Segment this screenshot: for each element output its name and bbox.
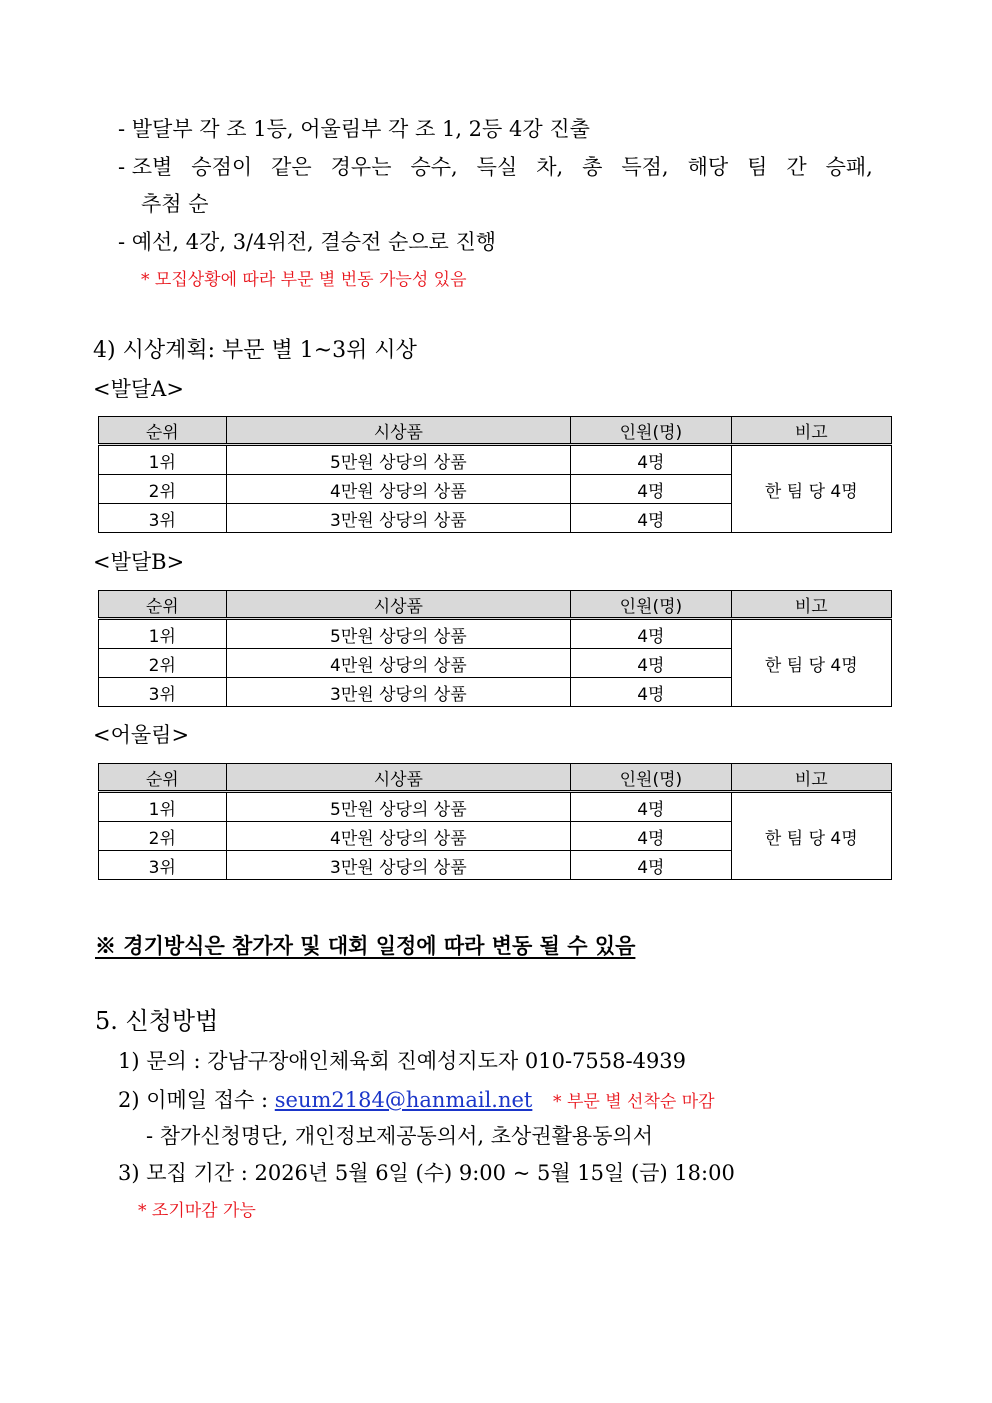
awards-table-baldal-a bbox=[98, 416, 892, 533]
justified-word: 경우는 bbox=[330, 155, 392, 179]
header-remark: 비고 bbox=[731, 764, 891, 792]
rank-cell: 1위 bbox=[99, 792, 227, 822]
count-cell: 4명 bbox=[571, 822, 731, 851]
justified-word: 팀 bbox=[747, 155, 768, 179]
justified-word: 해당 bbox=[687, 155, 729, 179]
inquiry-line: 1) 문의 : 강남구장애인체육회 진예성지도자 010-7558-4939 bbox=[118, 1049, 687, 1073]
rank-cell: 3위 bbox=[99, 678, 227, 707]
header-count: 인원(명) bbox=[571, 764, 731, 792]
recruitment-note: * 모집상황에 따라 부문 별 번동 가능성 있음 bbox=[141, 270, 467, 290]
prize-cell: 3만원 상당의 상품 bbox=[226, 504, 571, 533]
application-title: 5. 신청방법 bbox=[95, 1007, 219, 1035]
prize-cell: 3만원 상당의 상품 bbox=[226, 851, 571, 880]
header-prize: 시상품 bbox=[226, 764, 571, 792]
table-caption-baldal-b: <발달B> bbox=[93, 550, 185, 574]
remark-cell: 한 팀 당 4명 bbox=[731, 445, 891, 533]
remark-cell: 한 팀 당 4명 bbox=[731, 619, 891, 707]
rank-cell: 2위 bbox=[99, 475, 227, 504]
count-cell: 4명 bbox=[571, 649, 731, 678]
prize-cell: 5만원 상당의 상품 bbox=[226, 445, 571, 475]
header-prize: 시상품 bbox=[226, 417, 571, 445]
count-cell: 4명 bbox=[571, 475, 731, 504]
justified-word: - 조별 bbox=[118, 155, 173, 179]
header-count: 인원(명) bbox=[571, 417, 731, 445]
remark-cell: 한 팀 당 4명 bbox=[731, 792, 891, 880]
count-cell: 4명 bbox=[571, 678, 731, 707]
count-cell: 4명 bbox=[571, 792, 731, 822]
prize-cell: 4만원 상당의 상품 bbox=[226, 475, 571, 504]
awards-table-baldal-b bbox=[98, 590, 892, 707]
email-line bbox=[118, 1086, 715, 1116]
prize-cell: 3만원 상당의 상품 bbox=[226, 678, 571, 707]
prize-cell: 4만원 상당의 상품 bbox=[226, 649, 571, 678]
justified-word: 같은 bbox=[271, 155, 312, 179]
intro-item-3: - 예선, 4강, 3/4위전, 결승전 순으로 진행 bbox=[118, 230, 497, 254]
intro-item-2-line-2: 추첨 순 bbox=[141, 192, 209, 216]
header-remark: 비고 bbox=[731, 591, 891, 619]
email-link[interactable]: seum2184@hanmail.net bbox=[274, 1088, 533, 1112]
count-cell: 4명 bbox=[571, 445, 731, 475]
justified-word: 승패, bbox=[825, 155, 873, 179]
justified-word: 득실 bbox=[476, 155, 518, 179]
prize-cell: 5만원 상당의 상품 bbox=[226, 619, 571, 649]
awards-table-eoullim bbox=[98, 763, 892, 880]
count-cell: 4명 bbox=[571, 851, 731, 880]
rank-cell: 1위 bbox=[99, 619, 227, 649]
intro-item-1: - 발달부 각 조 1등, 어울림부 각 조 1, 2등 4강 진출 bbox=[118, 117, 590, 141]
justified-word: 승수, bbox=[410, 155, 458, 179]
justified-word: 승점이 bbox=[191, 155, 253, 179]
schedule-change-notice: ※ 경기방식은 참가자 및 대회 일정에 따라 변동 될 수 있음 bbox=[95, 933, 636, 958]
justified-word: 득점, bbox=[621, 155, 669, 179]
header-rank: 순위 bbox=[99, 591, 227, 619]
justified-word: 총 bbox=[582, 155, 603, 179]
rank-cell: 2위 bbox=[99, 822, 227, 851]
email-label: 2) 이메일 접수 : bbox=[118, 1088, 275, 1112]
rank-cell: 2위 bbox=[99, 649, 227, 678]
rank-cell: 1위 bbox=[99, 445, 227, 475]
rank-cell: 3위 bbox=[99, 504, 227, 533]
prize-cell: 4만원 상당의 상품 bbox=[226, 822, 571, 851]
awards-heading: 4) 시상계획: 부문 별 1~3위 시상 bbox=[93, 338, 417, 363]
count-cell: 4명 bbox=[571, 504, 731, 533]
required-documents: - 참가신청명단, 개인정보제공동의서, 초상권활용동의서 bbox=[146, 1124, 654, 1148]
table-caption-baldal-a: <발달A> bbox=[93, 377, 184, 401]
header-remark: 비고 bbox=[731, 417, 891, 445]
early-close-note: * 조기마감 가능 bbox=[138, 1201, 256, 1221]
recruitment-period: 3) 모집 기간 : 2026년 5월 6일 (수) 9:00 ~ 5월 15일 (금) 18:00 bbox=[118, 1161, 735, 1185]
intro-item-2-line-1 bbox=[118, 153, 873, 181]
table-caption-eoullim: <어울림> bbox=[93, 723, 190, 747]
header-prize: 시상품 bbox=[226, 591, 571, 619]
table-row bbox=[99, 792, 892, 822]
header-count: 인원(명) bbox=[571, 591, 731, 619]
justified-word: 간 bbox=[786, 155, 807, 179]
justified-word: 차, bbox=[536, 155, 564, 179]
count-cell: 4명 bbox=[571, 619, 731, 649]
header-rank: 순위 bbox=[99, 764, 227, 792]
table-row bbox=[99, 445, 892, 475]
rank-cell: 3위 bbox=[99, 851, 227, 880]
prize-cell: 5만원 상당의 상품 bbox=[226, 792, 571, 822]
email-deadline-note: * 부문 별 선착순 마감 bbox=[553, 1092, 715, 1112]
header-rank: 순위 bbox=[99, 417, 227, 445]
table-row bbox=[99, 619, 892, 649]
